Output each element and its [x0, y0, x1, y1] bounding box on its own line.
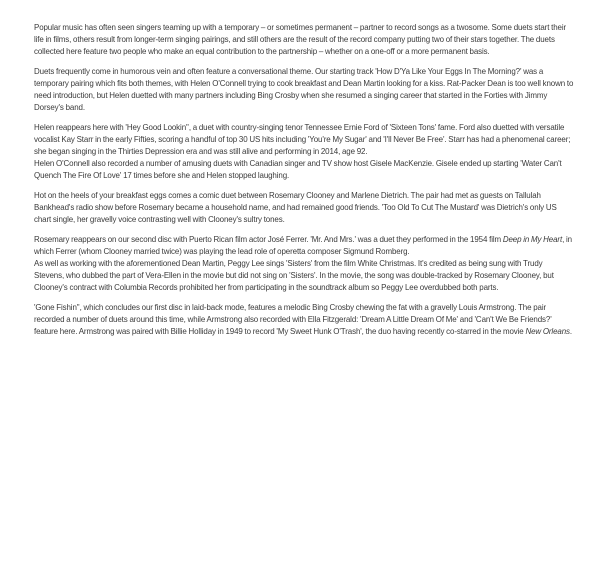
paragraph-peggy-lee-sisters: As well as working with the aforementioned Dean Martin, Peggy Lee sings 'Sisters' from the film White Christmas. It's credited as being sung with Trudy Stevens, who dubbed the part of Vera-Ellen in the movie but did not sing on 'Sisters'. In the movie, the song was double-tracked by Rosemary Clooney, but Clooney's contract with Columbia Records prohibited her from participating in the soundtrack album so Peggy Lee overdubbed both parts.	[34, 257, 554, 292]
paragraph-gisele-mackenzie: Helen O'Connell also recorded a number of amusing duets with Canadian singer and TV show host Gisele MacKenzie. Gisele ended up starting 'Water Can't Quench The Fire Of Love' 17 times before she and Helen stopped laughing.	[34, 157, 562, 180]
paragraph-gone-fishin-tail: .	[569, 325, 572, 336]
paragraph-gone-fishin	[34, 302, 573, 338]
paragraph-intro: Popular music has often seen singers teaming up with a temporary – or sometimes permanent – partner to record songs as a twosome. Some duets start their life in films, others result from longer-term singing pairings, and still others are the result of the record company putting two of their stars together. The duets collected here feature two people who make an equal contribution to the partnership – whether on a one-off or a more permanent basis.	[34, 22, 567, 56]
liner-notes-page	[34, 22, 573, 346]
film-title-deep-in-my-heart: Deep in My Heart	[502, 234, 563, 245]
paragraph-hey-good-lookin: Helen reappears here with 'Hey Good Lookin'', a duet with country-singing tenor Tennessee Ernie Ford of 'Sixteen Tons' fame. Ford also duetted with versatile vocalist Kay Starr in the early Fifties, scoring a handful of top 30 US hits including 'You're My Sugar' and 'I'll Never Be Free'. Starr has had a phenomenal career; she began singing in the Thirties Depression era and was still alive and performing in 2014, age 92.	[34, 122, 571, 156]
paragraph-clooney-dietrich: Hot on the heels of your breakfast eggs comes a comic duet between Rosemary Clooney and Marlene Dietrich. The pair had met as guests on Tallulah Bankhead's radio show before Rosemary became a household name, and had remained good friends. 'Too Old To Cut The Mustard' was Dietrich's only US chart single, her gravelly voice contrasting well with Clooney's sultry tones.	[34, 190, 557, 224]
paragraph-clooney-ferrer	[34, 234, 573, 258]
film-title-new-orleans: New Orleans	[525, 325, 570, 336]
paragraph-clooney-ferrer-text: Rosemary reappears on our second disc with Puerto Rican film actor José Ferrer. 'Mr. And Mrs.' was a duet they performed in the 1954 film	[34, 234, 503, 245]
paragraph-eggs-duet: Duets frequently come in humorous vein and often feature a conversational theme. Our starting track 'How D'Ya Like Your Eggs In The Morning?' was a temporary pairing which fits both themes, with Helen O'Connell trying to cook breakfast and Dean Martin looking for a kiss. Rat-Packer Dean is too well known to need introduction, but Helen duetted with many partners including Bing Crosby when she resumed a singing career that started in the Forties with Jimmy Dorsey's band.	[34, 66, 574, 112]
paragraph-gone-fishin-text: 'Gone Fishin'', which concludes our first disc in laid-back mode, features a melodic Bing Crosby chewing the fat with a gravelly Louis Armstrong. The pair recorded a number of duets around this time, while Armstrong also recorded with Ella Fitzgerald: 'Dream A Little Dream Of Me' and 'Can't We Be Friends?' feature here. Armstrong was paired with Billie Holliday in 1949 to record 'My Sweet Hunk O'Trash', the duo having recently co-starred in the movie	[34, 302, 552, 336]
paragraph-clooney-ferrer-tail: , in which Ferrer (whom Clooney married twice) was playing the lead role of operetta composer Sigmund Romberg.	[34, 234, 572, 257]
